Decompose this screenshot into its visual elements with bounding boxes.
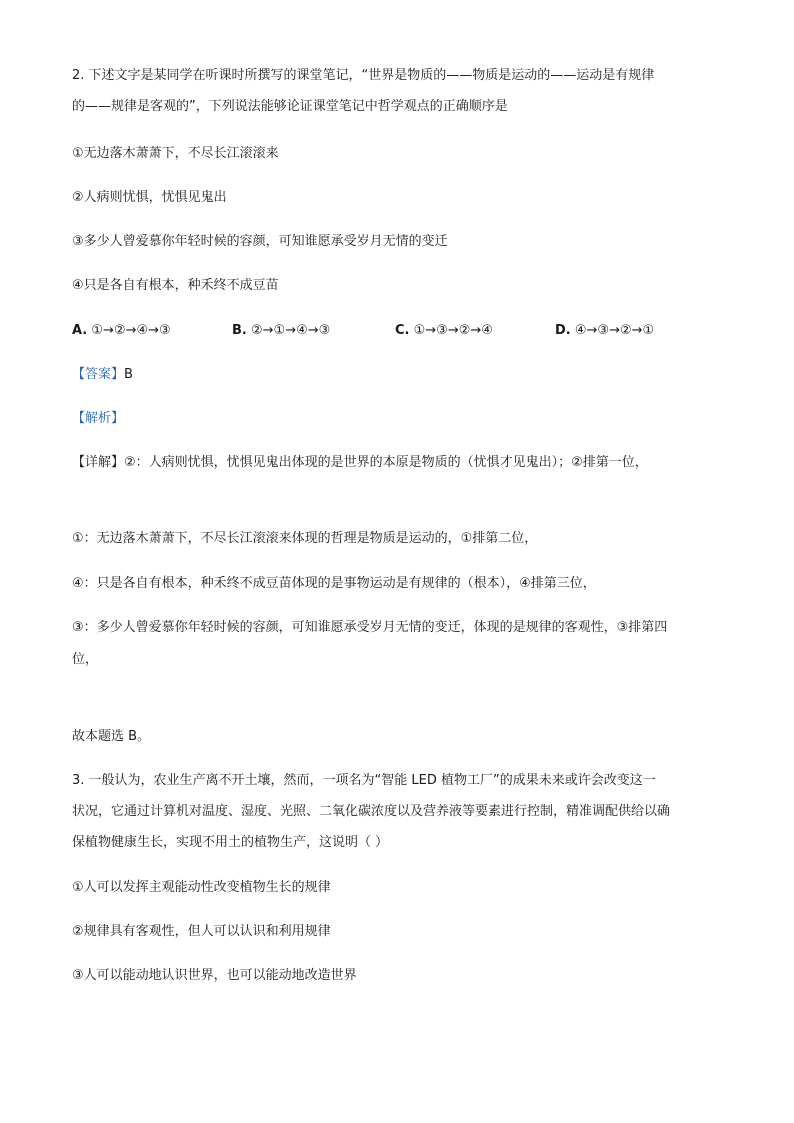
option-text: ②→①→④→③ [251,323,331,338]
q3-item-3: ③人可以能动地认识世界，也可以能动地改造世界 [72,968,357,983]
option-text: ④→③→②→① [574,323,655,338]
answer-tag: 【答案】 [72,367,125,382]
q3-item-1: ①人可以发挥主观能动性改变植物生长的规律 [72,880,331,895]
q2-item-2: ②人病则忧惧，忧惧见鬼出 [72,190,227,205]
q2-answer [72,367,133,383]
q2-detail-line4: ③：多少人曾爱慕你年轻时候的容颜，可知谁愿承受岁月无情的变迁，体现的是规律的客观性，③排第四 [72,620,668,635]
q2-detail-line3: ④：只是各自有根本，种禾终不成豆苗体现的是事物运动是有规律的（根本），④排第三位， [72,576,596,591]
option-key: D. [555,323,571,338]
q2-detail-line5: 位， [72,652,99,667]
q2-detail-line2: ①：无边落木萧萧下，不尽长江滚滚来体现的哲理是物质是运动的，①排第二位， [72,531,538,546]
q2-option-a [72,323,171,339]
q2-option-d [555,323,654,339]
q2-stem-line2: 的——规律是客观的”，下列说法能够论证课堂笔记中哲学观点的正确顺序是 [72,99,508,114]
q2-stem-line1: 2. 下述文字是某同学在听课时所撰写的课堂笔记，“世界是物质的——物质是运动的——运动是有规律 [72,68,655,83]
q2-item-3: ③多少人曾爱慕你年轻时候的容颜，可知谁愿承受岁月无情的变迁 [72,234,448,249]
q2-option-c [395,323,493,339]
answer-value: B [124,367,133,382]
q3-stem-line1: 3. 一般认为，农业生产离不开土壤，然而，一项名为“智能 LED 植物工厂”的成果未来或许会改变这一 [72,773,656,788]
q3-stem-line3: 保植物健康生长，实现不用土的植物生产，这说明（ ） [72,835,389,850]
option-key: C. [395,323,410,338]
q2-item-1: ①无边落木萧萧下，不尽长江滚滚来 [72,146,279,161]
option-key: A. [72,323,88,338]
q3-item-2: ②规律具有客观性，但人可以认识和利用规律 [72,924,331,939]
option-text: ①→③→②→④ [413,323,493,338]
q2-item-4: ④只是各自有根本，种禾终不成豆苗 [72,278,279,293]
q2-conclusion: 故本题选 B。 [72,729,151,744]
q2-analysis-tag: 【解析】 [72,411,125,426]
q2-detail-line1: 【详解】②：人病则忧惧，忧惧见鬼出体现的是世界的本原是物质的（忧惧才见鬼出）；②排第一位， [72,455,648,470]
option-key: B. [232,323,247,338]
option-text: ①→②→④→③ [91,323,171,338]
q2-option-b [232,323,330,339]
q3-stem-line2: 状况，它通过计算机对温度、湿度、光照、二氧化碳浓度以及营养液等要素进行控制，精准调配供给以确 [72,804,671,819]
